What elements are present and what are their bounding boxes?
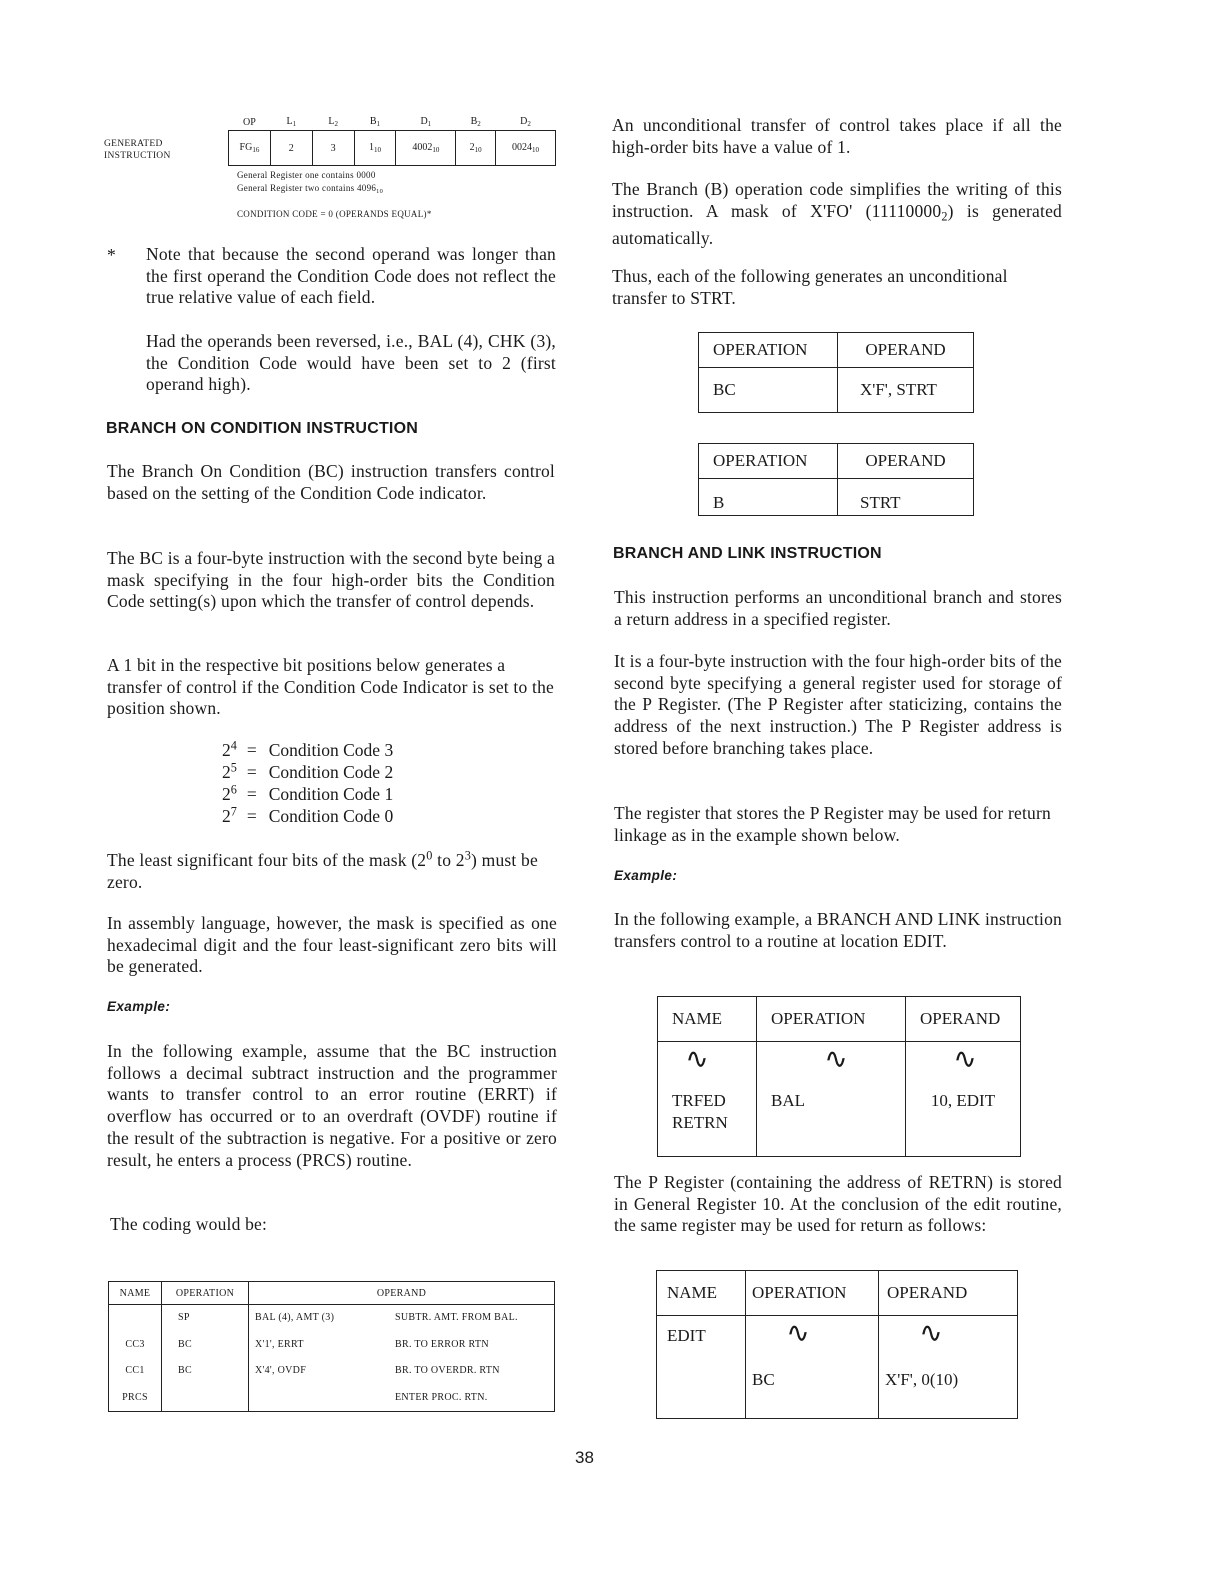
least-text: to 2: [432, 850, 465, 870]
mask-text: Condition Code 0: [268, 806, 394, 826]
coding-comment: BR. TO OVERDR. RTN: [395, 1365, 500, 1376]
header-l1: [270, 114, 312, 131]
bal-edit-body-row: [658, 1042, 1021, 1157]
register-note-text: General Register two contains 4096: [237, 183, 377, 193]
generated-side-label: [104, 138, 171, 162]
coding-paragraph: The coding would be:: [110, 1214, 268, 1234]
coding-op-col: [162, 1305, 249, 1412]
mask-eq: =: [246, 806, 257, 826]
cell-text: FG: [239, 141, 253, 153]
cell-text: 1: [368, 141, 374, 153]
edit-return-name-cell: EDIT: [657, 1316, 746, 1419]
mask-exp: 6: [230, 782, 237, 797]
bc-strt-body-row: [699, 368, 974, 413]
coding-comment-col: [395, 1305, 555, 1412]
header-l2: [312, 114, 354, 131]
heading-branch-on-condition: BRANCH ON CONDITION INSTRUCTION: [106, 420, 418, 437]
assembly-paragraph: In assembly language, however, the mask is specified as one hexadecimal digit and the four least-significant zero bits will be generated.: [107, 913, 557, 977]
bc-strt-c1: BC: [699, 368, 838, 413]
mask-text: Condition Code 1: [268, 784, 394, 804]
coding-op: [178, 1385, 248, 1412]
bal-paragraph-1: This instruction performs an unconditional branch and stores a return address in a specified register.: [614, 587, 1062, 629]
cell-sub: 16: [252, 146, 260, 155]
cell-text: 2: [288, 142, 294, 154]
bal-edit-operand-cell: [906, 1042, 1021, 1157]
example-paragraph-left: In the following example, assume that the BC instruction follows a decimal subtract instruction and the programmer wants to transfer control to an error routine (ERRT) if overflow has occurred or to an overdraft (OVDF) routine if the result of the subtraction is negative. For a positive or zero result, he enters a process (PRCS) routine.: [107, 1041, 557, 1170]
header-op: [229, 114, 271, 131]
coding-op: BC: [178, 1338, 192, 1350]
bal-edit-h3: OPERAND: [906, 997, 1021, 1042]
mask-eq: =: [246, 784, 257, 804]
edit-return-h2: OPERATION: [746, 1271, 879, 1316]
least-exp: 0: [426, 848, 433, 863]
edit-return-operand-cell: [879, 1316, 1018, 1419]
heading-branch-and-link: BRANCH AND LINK INSTRUCTION: [613, 545, 882, 562]
header-sub: 2: [334, 120, 338, 129]
mask-row: [222, 783, 393, 805]
b-strt-c2: STRT: [838, 479, 974, 516]
b-strt-h2: OPERAND: [838, 444, 974, 479]
register-note-sub: 10: [376, 187, 384, 195]
edit-return-table: [656, 1270, 1018, 1419]
edit-return-op-cell: [746, 1316, 879, 1419]
edit-return-h3: OPERAND: [879, 1271, 1018, 1316]
page-number: 38: [575, 1448, 594, 1467]
coding-name-col: [109, 1305, 162, 1412]
mask-eq: =: [246, 762, 257, 782]
bal-paragraph-2: It is a four-byte instruction with the four high-order bits of the second byte specifying a general register used for storage of the P Register. (The P Register after staticizing, contains the address of the next instruction.) The P Register address is stored before branching takes place.: [614, 651, 1062, 758]
coding-op: BC: [178, 1365, 192, 1376]
bal-edit-header-row: [658, 997, 1021, 1042]
side-label-line: INSTRUCTION: [104, 151, 171, 161]
header-text: B: [369, 115, 377, 127]
bc-strt-h1: OPERATION: [699, 333, 838, 368]
bal-edit-h1: NAME: [658, 997, 757, 1042]
coding-header-operation: OPERATION: [162, 1282, 249, 1305]
coding-operand-col: [249, 1305, 396, 1412]
mask-exp: 7: [230, 804, 237, 819]
coding-op: SP: [178, 1312, 190, 1323]
example-label-left: Example:: [107, 999, 171, 1014]
coding-name: CC1: [125, 1365, 145, 1376]
bc-strt-table: [698, 332, 974, 413]
bc-strt-h2: OPERAND: [838, 333, 974, 368]
mask-exp: 4: [230, 738, 237, 753]
cell-l1: [270, 131, 312, 166]
footnote-paragraph: Note that because the second operand was longer than the first operand the Condition Code does not reflect the true relative value of each field.: [146, 244, 556, 308]
mask-row: [222, 761, 393, 783]
coding-comment: ENTER PROC. RTN.: [395, 1391, 488, 1403]
header-d1: [396, 114, 456, 131]
header-sub: 2: [527, 120, 531, 129]
bal-edit-operand: 10, EDIT: [930, 1091, 996, 1110]
header-text: L: [286, 115, 293, 127]
least-significant-paragraph: [107, 850, 557, 893]
coding-header-name: NAME: [109, 1282, 162, 1305]
coding-name: CC3: [125, 1338, 145, 1350]
bal-edit-name: TRFED: [672, 1091, 726, 1110]
b-strt-table: [698, 443, 974, 516]
register-note: [237, 182, 383, 198]
mask-row: [222, 805, 393, 827]
condition-code-note: CONDITION CODE = 0 (OPERANDS EQUAL)*: [237, 209, 432, 219]
continuation-mark-icon: ∿: [919, 1318, 943, 1349]
continuation-mark-icon: ∿: [824, 1044, 848, 1075]
bal-edit-h2: OPERATION: [757, 997, 906, 1042]
mask-eq: =: [246, 740, 257, 760]
coding-name: [109, 1305, 161, 1332]
cell-op: [229, 131, 271, 166]
reversed-paragraph: Had the operands been reversed, i.e., BAL (4), CHK (3), the Condition Code would have been set to 2 (first operand high).: [146, 331, 556, 395]
mask-text: Condition Code 2: [268, 762, 394, 782]
register-note: General Register one contains 0000: [237, 170, 376, 180]
cell-sub: 10: [532, 146, 540, 155]
coding-table: [108, 1281, 555, 1412]
header-text: D: [420, 115, 428, 127]
side-label-line: GENERATED: [104, 139, 163, 149]
header-sub: 2: [477, 120, 481, 129]
header-b1: [354, 114, 396, 131]
bal-edit-table: [657, 996, 1021, 1157]
mask-base: 2: [222, 806, 231, 826]
continuation-mark-icon: ∿: [685, 1044, 709, 1075]
edit-return-h1: NAME: [657, 1271, 746, 1316]
cell-d1: [396, 131, 456, 166]
header-text: D: [520, 115, 528, 127]
header-b2: [456, 114, 496, 131]
thus-paragraph: Thus, each of the following generates an unconditional transfer to STRT.: [612, 266, 1008, 308]
cell-sub: 10: [474, 146, 482, 155]
bc-paragraph-3: A 1 bit in the respective bit positions below generates a transfer of control if the Condition Code Indicator is set to the position shown.: [107, 655, 554, 719]
bc-strt-c2: X'F', STRT: [838, 368, 974, 413]
least-exp: 3: [464, 848, 472, 863]
least-text: ) must be zero.: [107, 850, 538, 892]
generated-header-row: [229, 114, 556, 131]
cell-sub: 10: [432, 146, 440, 155]
bal-edit-op: BAL: [771, 1091, 805, 1110]
cell-sub: 10: [373, 146, 381, 155]
branch-text: The Branch (B) operation code simplifies the writing of this instruction. A mask of X'FO' (11110000: [612, 179, 1062, 221]
b-strt-c1: B: [699, 479, 838, 516]
header-sub: 1: [292, 120, 297, 129]
branch-sub: 2: [941, 209, 948, 224]
p-register-paragraph: The P Register (containing the address of RETRN) is stored in General Register 10. At the conclusion of the edit routine, the same register may be used for return as follows:: [614, 1172, 1062, 1236]
coding-operand: X'1', ERRT: [255, 1338, 304, 1350]
mask-base: 2: [222, 740, 231, 760]
bc-paragraph-1: The Branch On Condition (BC) instruction transfers control based on the setting of the Condition Code indicator.: [107, 461, 555, 503]
bal-edit-op-cell: [757, 1042, 906, 1157]
cell-text: 3: [330, 142, 336, 154]
continuation-mark-icon: ∿: [786, 1318, 810, 1349]
b-strt-header-row: [699, 444, 974, 479]
bc-paragraph-2: The BC is a four-byte instruction with the second byte being a mask specifying in the four high-order bits the Condition Code setting(s) upon which the transfer of control depends.: [107, 548, 555, 612]
cell-text: 0024: [512, 141, 533, 153]
branch-op-paragraph: [612, 179, 1062, 250]
example-paragraph-right: In the following example, a BRANCH AND LINK instruction transfers control to a routine at location EDIT.: [614, 909, 1062, 951]
header-text: OP: [243, 116, 256, 128]
mask-row: [222, 739, 393, 761]
continuation-mark-icon: ∿: [953, 1044, 977, 1075]
mask-bit-list: [222, 739, 393, 827]
coding-header-operand: OPERAND: [249, 1282, 555, 1305]
header-sub: 1: [427, 120, 432, 129]
coding-operand: BAL (4), AMT (3): [255, 1312, 335, 1323]
generated-value-row: [229, 131, 556, 166]
coding-comment: SUBTR. AMT. FROM BAL.: [395, 1312, 518, 1323]
mask-base: 2: [222, 762, 231, 782]
coding-name: PRCS: [122, 1391, 148, 1403]
cell-d2: [496, 131, 556, 166]
header-d2: [496, 114, 556, 131]
header-sub: 1: [376, 120, 381, 129]
edit-return-operand: X'F', 0(10): [885, 1370, 959, 1389]
coding-operand: [255, 1385, 395, 1412]
bal-edit-name-cell: [658, 1042, 757, 1157]
coding-body: [109, 1305, 555, 1412]
header-text: L: [328, 115, 335, 127]
bal-paragraph-3: The register that stores the P Register may be used for return linkage as in the example shown below.: [614, 803, 1051, 845]
mask-text: Condition Code 3: [268, 740, 394, 760]
mask-exp: 5: [230, 760, 237, 775]
unconditional-paragraph: An unconditional transfer of control takes place if all the high-order bits have a value of 1.: [612, 115, 1062, 157]
header-text: B: [470, 115, 478, 127]
coding-operand: X'4', OVDF: [255, 1365, 307, 1376]
coding-comment: BR. TO ERROR RTN: [395, 1338, 489, 1350]
least-text: The least significant four bits of the mask (2: [107, 850, 427, 870]
edit-return-op: BC: [752, 1370, 775, 1389]
cell-l2: [312, 131, 354, 166]
bal-edit-name: RETRN: [672, 1113, 728, 1132]
generated-instruction-table: [228, 114, 556, 166]
cell-b2: [456, 131, 496, 166]
cell-text: 4002: [412, 141, 433, 153]
cell-text: 2: [469, 141, 475, 153]
edit-return-header-row: [657, 1271, 1018, 1316]
b-strt-h1: OPERATION: [699, 444, 838, 479]
branch-text: ) is generated automatically.: [612, 200, 1062, 249]
coding-header-row: [109, 1282, 555, 1305]
edit-return-body-row: [657, 1316, 1018, 1419]
cell-b1: [354, 131, 396, 166]
footnote-star: *: [107, 245, 116, 265]
bc-strt-header-row: [699, 333, 974, 368]
register-notes: [237, 169, 383, 198]
b-strt-body-row: [699, 479, 974, 516]
example-label-right: Example:: [614, 868, 678, 883]
mask-base: 2: [222, 784, 231, 804]
